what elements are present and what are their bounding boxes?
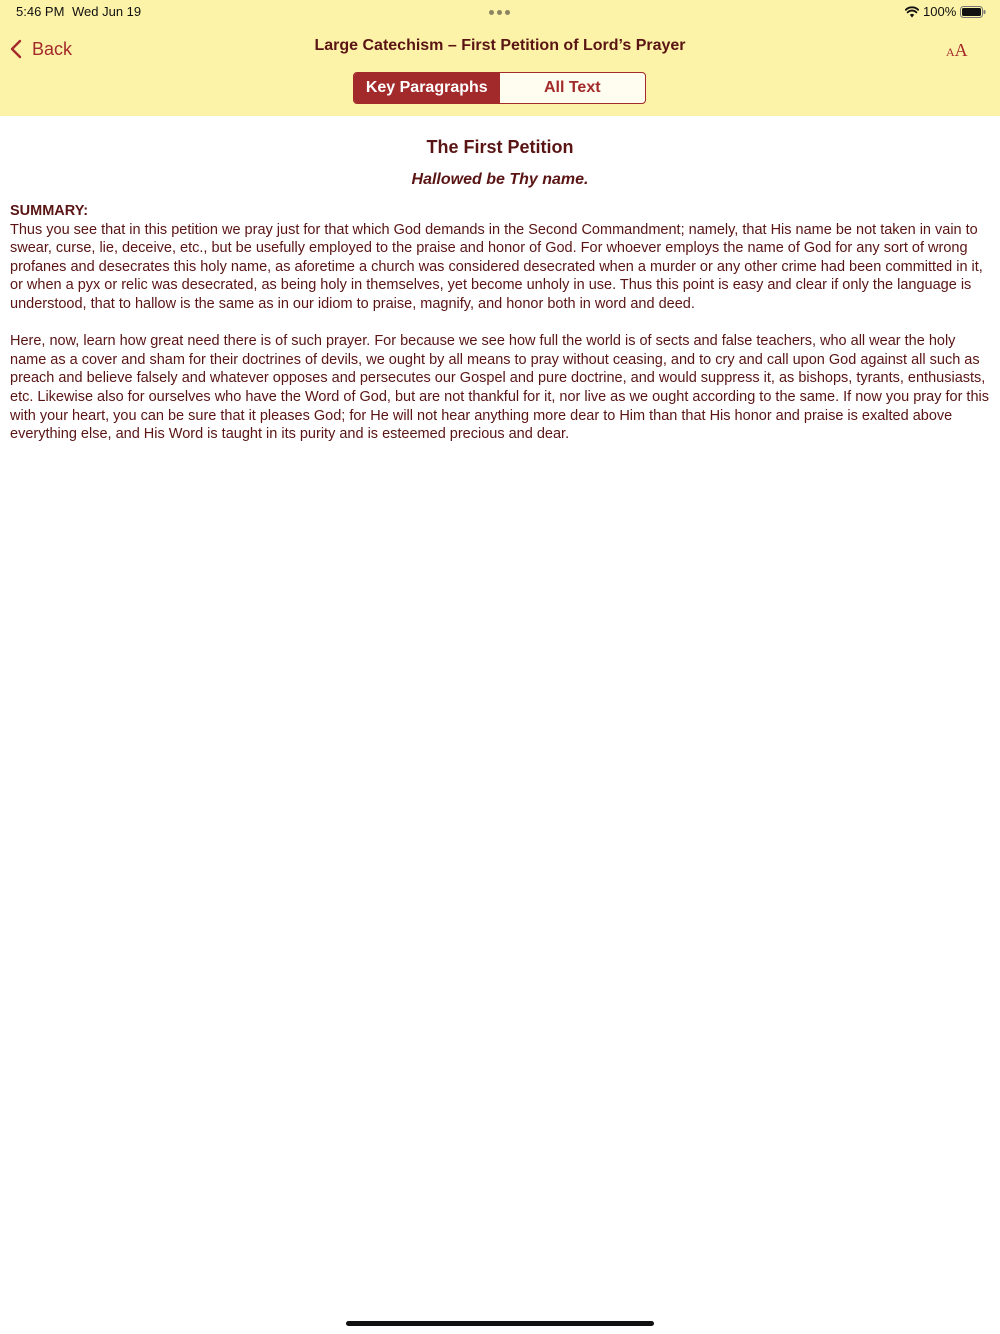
page-title: Large Catechism – First Petition of Lord’s Prayer <box>314 37 686 54</box>
font-size-small-icon: A <box>946 45 955 59</box>
status-bar <box>0 0 1000 24</box>
text-content <box>10 116 990 444</box>
petition-text: Hallowed be Thy name. <box>411 171 589 188</box>
tab-all-text[interactable]: All Text <box>543 79 601 96</box>
battery-percentage: 100% <box>923 4 957 19</box>
battery-icon <box>960 6 986 18</box>
status-time: 5:46 PM <box>16 4 65 19</box>
back-button[interactable] <box>10 36 72 62</box>
chevron-left-icon <box>10 39 22 59</box>
home-indicator[interactable] <box>346 1321 654 1326</box>
paragraph: Thus you see that in this petition we pray just for that which God demands in the Second Commandment; namely, that His name be not taken in vain to swear, curse, lie, deceive, etc., but be usefully employed to the praise and honor of God. For whoever employs the name of God for any sort of wrong profanes and desecrates this holy name, as aforetime a church was considered desecrated when a murder or any other crime had been committed in it, or when a pyx or relic was desecrated, as being holy in themselves, yet become unholy in use. Thus this point is easy and clear if only the language is understood, that to hallow is the same as in our idiom to praise, magnify, and honor both in word and deed. <box>10 221 983 312</box>
status-date: Wed Jun 19 <box>72 4 142 19</box>
section-heading: The First Petition <box>426 137 574 157</box>
font-size-large-icon: A <box>954 40 968 60</box>
tab-key-paragraphs[interactable]: Key Paragraphs <box>354 73 500 103</box>
summary-label: SUMMARY: <box>10 203 89 219</box>
top-bar <box>0 0 1000 116</box>
back-label: Back <box>32 38 73 59</box>
multitasking-dots-icon[interactable] <box>489 4 511 18</box>
wifi-icon <box>905 6 919 18</box>
paragraph: Here, now, learn how great need there is of such prayer. For because we see how full the world is of sects and false teachers, who all wear the holy name as a cover and sham for their doctrines of devils, we ought by all means to pray without ceasing, and to cry and call upon God against all such as preach and believe falsely and whatever opposes and persecutes our Gospel and pure doctrine, and would suppress it, as bishops, tyrants, enthusiasts, etc. Likewise also for ourselves who have the Word of God, but are not thankful for it, nor live as we ought according to the same. If now you pray for this with your heart, you can be sure that it pleases God; for He will not hear anything more dear to Him than that His honor and praise is exalted above everything else, and His Word is taught in its purity and is esteemed precious and dear. <box>10 333 989 443</box>
view-mode-segmented-control <box>353 72 646 104</box>
font-size-button[interactable] <box>946 40 976 62</box>
